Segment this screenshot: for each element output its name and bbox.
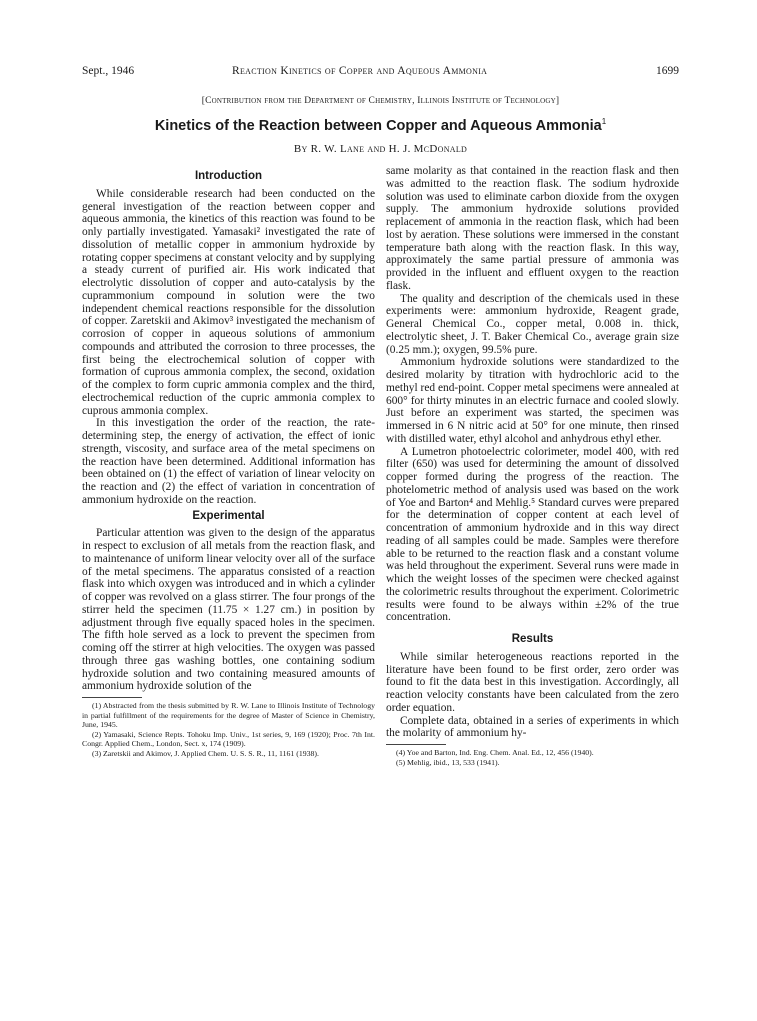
footnote-1: (1) Abstracted from the thesis submitted by R. W. Lane to Illinois Institute of Technology in partial fulfillment of the requirements for the degree of Master of Science in Chemistry, June, 1945. — [82, 701, 375, 730]
colorimeter-paragraph: A Lumetron photoelectric colorimeter, model 400, with red filter (650) was used for determining the amount of dissolved copper formed during the progress of the reaction. The photelometric method of analysis used was based on the work of Yoe and Barton⁴ and Mehlig.⁵ Standard curves were prepared for the determination of copper content at each level of concentration of ammonium hydroxide and in this way direct reading of all samples could be made. Samples were therefore able to be returned to the reaction flask and a constant volume was held throughout the experiment. Several runs were made in which the weight losses of the specimen were checked against the colorimetric results throughout the experiment. Colorimetric results were found to be always within ±2% of the true concentration. — [386, 445, 679, 624]
running-head — [82, 63, 679, 79]
introduction-paragraph-1: While considerable research had been conducted on the general investigation of the reaction between copper and aqueous ammonia, the kinetics of this reaction was found to be only partially investigated. Yamasaki² investigated the rate of dissolution of metallic copper in ammonium hydroxide by rotating copper specimens at constant velocity and by supplying a steady current of purified air. His work indicated that electrolytic dissolution of copper and auto-catalysis by the cuprammonium compound in solution were the two independent chemical reactions responsible for the dissolution of copper. Zaretskii and Akimov³ investigated the mechanism of corrosion of copper in aqueous solutions of ammonium compounds and attributed the corrosion to three processes, the first being the electrochemical solution of copper with formation of cuprous ammonia complex, the second, oxidation of the complex to form cupric ammonia complex and the third, electrochemical reduction of the cupric ammonia complex to cuprous ammonia complex. — [82, 187, 375, 417]
right-column — [386, 165, 679, 767]
experimental-heading: Experimental — [192, 509, 265, 522]
experimental-paragraph-continued: same molarity as that contained in the reaction flask and then was admitted to the reaction flask. The sodium hydroxide solution was used to eliminate carbon dioxide from the oxygen supply. The ammonium hydroxide solutions provided replacement of ammonia in the reaction flask, which had been lost by aeration. These solutions were immersed in the constant temperature bath along with the reaction flask. In this way, approximately the same partial pressure of ammonia was provided in the influent and effluent oxygen to the reaction flask. — [386, 165, 679, 292]
introduction-heading: Introduction — [194, 170, 263, 182]
title-footnote-marker: 1 — [601, 117, 607, 126]
experimental-paragraph-1: Particular attention was given to the design of the apparatus in respect to exclusion of all metals from the reaction flask, and to maintenance of uniform linear velocity over all of the surface of the metal specimens. The apparatus consisted of a reaction flask into which oxygen was introduced and in which a cylinder of copper was revolved on a glass stirrer. The four prongs of the stirrer held the specimen (11.75 × 1.27 cm.) in position by adjustment through five equally spaced holes in the specimen. The fifth hole served as a lock to prevent the specimen from coming off the stirrer at high velocities. The oxygen was passed through three gas washing bottles, one containing sodium hydroxide solution and two containing measured amounts of ammonium hydroxide solution of the — [82, 527, 375, 693]
results-heading: Results — [511, 633, 554, 645]
contribution-line: [Contribution from the Department of Chemistry, Illinois Institute of Technology] — [201, 96, 560, 106]
footnote-5: (5) Mehlig, ibid., 13, 533 (1941). — [396, 757, 500, 767]
results-paragraph-2: Complete data, obtained in a series of experiments in which the molarity of ammonium hy- — [386, 714, 679, 740]
article-title — [82, 117, 679, 134]
running-title: Reaction Kinetics of Copper and Aqueous Ammonia — [232, 65, 488, 77]
footnote-rule-right — [386, 744, 446, 745]
results-paragraph-1: While similar heterogeneous reactions reported in the literature have been found to be first order, zero order was found to fit the data best in this investigation. Accordingly, all reaction velocity constants have been calculated from the zero order equation. — [386, 650, 679, 714]
chemicals-paragraph: The quality and description of the chemicals used in these experiments were: ammonium hydroxide, Reagent grade, General Chemical Co., copper metal, 0.008 in. thick, electrolytic sheet, J. T. Baker Chemical Co., average grain size (0.25 mm.); oxygen, 99.5% pure. — [386, 292, 679, 356]
footnote-4: (4) Yoe and Barton, Ind. Eng. Chem. Anal. Ed., 12, 456 (1940). — [396, 748, 594, 757]
footnote-3: (3) Zaretskii and Akimov, J. Applied Chem. U. S. S. R., 11, 1161 (1938). — [92, 748, 319, 758]
footnote-2: (2) Yamasaki, Science Repts. Tohoku Imp. Univ., 1st series, 9, 169 (1920); Proc. 7th Int. Congr. Applied Chem., London, Sect. x, 174 (1909). — [82, 729, 375, 749]
standardization-paragraph: Ammonium hydroxide solutions were standardized to the desired molarity by titration with hydrochloric acid to the methyl red end-point. Copper metal specimens were annealed at 600° for thirty minutes in an electric furnace and cooled slowly. Just before an experiment was started, the specimen was immersed in 6 N nitric acid at 50° for one minute, then rinsed with distilled water, ethyl alcohol and anhydrous ethyl ether. — [386, 356, 679, 445]
page-number: 1699 — [656, 65, 679, 77]
left-footnotes — [82, 701, 375, 759]
right-footnotes — [386, 748, 679, 767]
footnote-rule — [82, 697, 142, 698]
left-column — [82, 170, 375, 759]
introduction-paragraph-2: In this investigation the order of the reaction, the rate-determining step, the energy of activation, the effect of ionic strength, viscosity, and surface area of the metal specimens on the reaction have been determined. Additional information has been obtained on (1) the effect of variation of linear velocity on the reaction and (2) the effect of variation in concentration of ammonium hydroxide on the reaction. — [82, 417, 375, 506]
title-text: Kinetics of the Reaction between Copper and Aqueous Ammonia — [154, 117, 602, 134]
author-line: By R. W. Lane and H. J. McDonald — [293, 143, 468, 155]
issue-date: Sept., 1946 — [82, 65, 135, 77]
